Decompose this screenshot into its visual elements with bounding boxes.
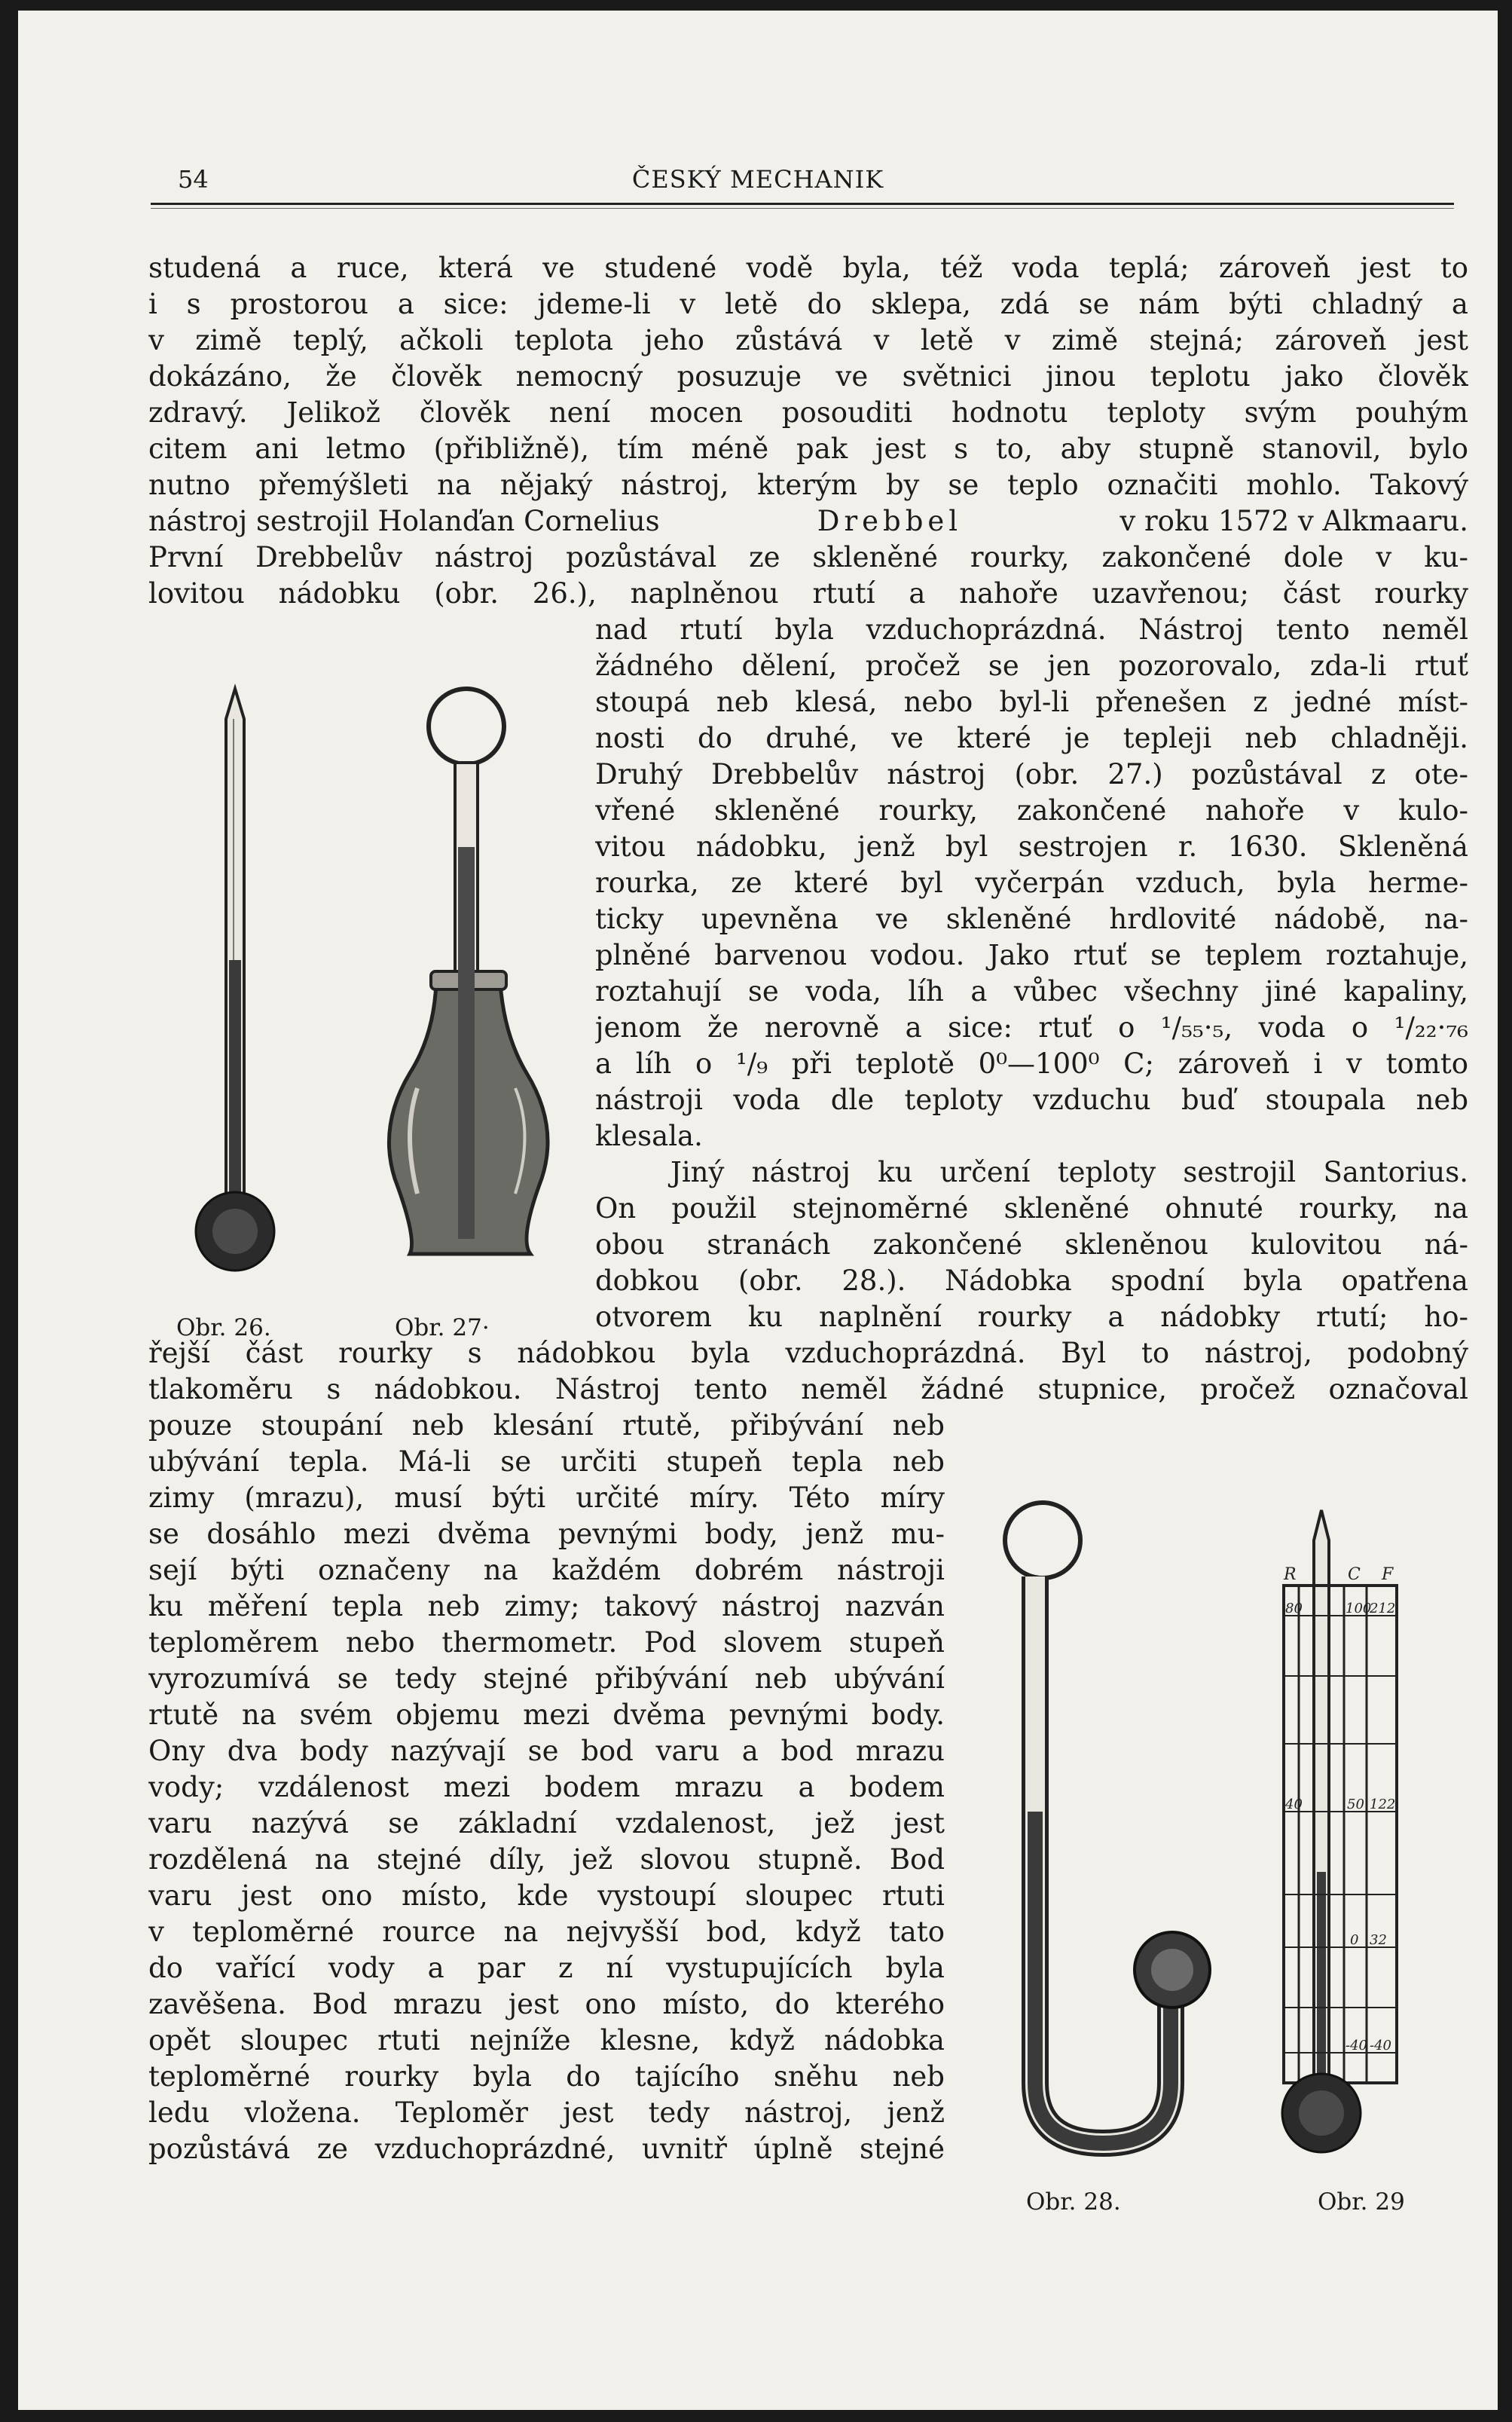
text-line: pozůstává ze vzduchoprázdné, uvnitř úplně stejné — [148, 2133, 945, 2165]
text-line: nosti do druhé, ve které je tepleji neb chladněji. — [595, 722, 1468, 754]
text-line: plněné barvenou vodou. Jako rtuť se teplem roztahuje, — [595, 939, 1468, 971]
text-line: rozdělená na stejné díly, jež slovou stupně. Bod — [148, 1843, 945, 1876]
text-line: do vařící vody a par z ní vystupujících byla — [148, 1952, 945, 1984]
text-line: První Drebbelův nástroj pozůstával ze skleněné rourky, zakončené dole v ku- — [148, 541, 1468, 573]
text-line: rourka, ze které byl vyčerpán vzduch, byla herme- — [595, 867, 1468, 899]
text-line: žádného dělení, pročež se jen pozorovalo, zda-li rtuť — [595, 650, 1468, 682]
text-line: ticky upevněna ve skleněné hrdlovité nádobě, na- — [595, 903, 1468, 935]
text-line: zdravý. Jelikož člověk není mocen posouditi hodnotu teploty svým pouhým — [148, 396, 1468, 429]
text-line: otvorem ku naplnění rourky a nádobky rtutí; ho- — [595, 1301, 1468, 1333]
text-line: i s prostorou a sice: jdeme-li v letě do sklepa, zdá se nám býti chladný a — [148, 288, 1468, 320]
text-line — [148, 2167, 945, 2203]
thermometer-fig26-illustration — [184, 674, 274, 1292]
text-line: a líh o ¹/₉ při teplotě 0⁰—100⁰ C; zároveň i v tomto — [595, 1047, 1468, 1080]
scale-header: C — [1348, 1565, 1361, 1584]
text-line: zavěšena. Bod mrazu jest ono místo, do kterého — [148, 1988, 945, 2020]
page-header — [18, 165, 1498, 200]
text-line: Ony dva body nazývají se bod varu a bod mrazu — [148, 1735, 945, 1767]
figure-caption: Obr. 29 — [1318, 2188, 1405, 2216]
text-fragment: v roku 1572 v Alkmaaru. — [1119, 505, 1468, 537]
scaled-thermometer-fig29-illustration — [1254, 1495, 1434, 2158]
figure-caption: Obr. 28. — [1026, 2188, 1121, 2216]
book-page — [18, 11, 1498, 2410]
text-line: vřené skleněné rourky, zakončené nahoře v kulo- — [595, 794, 1468, 827]
scale-label: 80 — [1285, 1601, 1303, 1616]
text-line: varu nazývá se základní vzdalenost, jež jest — [148, 1807, 945, 1839]
text-line: vyrozumívá se tedy stejné přibývání neb ubývání — [148, 1662, 945, 1695]
scale-label: 40 — [1285, 1797, 1303, 1812]
text-line: sejí býti označeny na každém dobrém nástroji — [148, 1554, 945, 1586]
scale-label: 50 — [1347, 1797, 1364, 1812]
santorius-u-tube-fig28-illustration — [982, 1495, 1239, 2173]
text-line: rtutě na svém objemu mezi dvěma pevnými body. — [148, 1699, 945, 1731]
scale-label: 100 — [1346, 1601, 1372, 1616]
text-line: obou stranách zakončené skleněnou kulovitou ná- — [595, 1228, 1468, 1261]
text-line: ubývání tepla. Má-li se určiti stupeň tepla neb — [148, 1445, 945, 1478]
text-line: Jiný nástroj ku určení teploty sestrojil Santorius. — [670, 1156, 1468, 1188]
text-line: lovitou nádobku (obr. 26.), naplněnou rtutí a nahoře uzavřenou; část rourky — [148, 577, 1468, 610]
spaced-name: Drebbel — [817, 505, 963, 537]
text-line: teploměrem nebo thermometr. Pod slovem stupeň — [148, 1626, 945, 1659]
text-line: opět sloupec rtuti nejníže klesne, když nádobka — [148, 2024, 945, 2057]
text-line: ku měření tepla neb zimy; takový nástroj nazván — [148, 1590, 945, 1622]
text-line: dobkou (obr. 28.). Nádobka spodní byla opatřena — [595, 1265, 1468, 1297]
header-rule-thin — [151, 208, 1454, 209]
header-rule — [151, 203, 1454, 205]
text-line: teploměrné rourky byla do tajícího sněhu neb — [148, 2060, 945, 2093]
scale-label: 212 — [1370, 1601, 1396, 1616]
text-line: vitou nádobku, jenž byl sestrojen r. 1630. Skleněná — [595, 830, 1468, 863]
text-line: citem ani letmo (přibližně), tím méně pak jest s to, aby stupně stanovil, bylo — [148, 433, 1468, 465]
text-line: dokázáno, že člověk nemocný posuzuje ve světnici jinou teplotu jako člověk — [148, 360, 1468, 393]
text-line: zimy (mrazu), musí býti určité míry. Této míry — [148, 1482, 945, 1514]
text-line: pouze stoupání neb klesání rtutě, přibývání neb — [148, 1409, 945, 1442]
text-line: varu jest ono místo, kde vystoupí sloupec rtuti — [148, 1879, 945, 1912]
text-line: On použil stejnoměrné skleněné ohnuté rourky, na — [595, 1192, 1468, 1225]
text-line: tlakoměru s nádobkou. Nástroj tento neměl žádné stupnice, pročež označoval — [148, 1373, 1468, 1405]
text-line: řejší část rourky s nádobkou byla vzduchoprázdná. Byl to nástroj, podobný — [148, 1337, 1468, 1369]
scale-header: R — [1284, 1565, 1297, 1584]
text-line: se dosáhlo mezi dvěma pevnými body, jenž mu- — [148, 1518, 945, 1550]
text-line: nutno přemýšleti na nějaký nástroj, kterým by se teplo označiti mohlo. Takový — [148, 469, 1468, 501]
text-line: v zimě teplý, ačkoli teplota jeho zůstává v letě v zimě stejná; zároveň jest — [148, 324, 1468, 356]
text-line: klesala. — [595, 1120, 703, 1152]
figure-caption: Obr. 26. — [176, 1314, 271, 1341]
scale-label: -40 — [1346, 2038, 1367, 2054]
scale-label: 122 — [1370, 1797, 1396, 1812]
figure-caption: Obr. 27· — [395, 1314, 490, 1341]
text-fragment: nástroj sestrojil Holanďan Cornelius — [148, 505, 660, 537]
scale-label: 32 — [1370, 1932, 1387, 1948]
drebbel-bottle-fig27-illustration — [365, 681, 576, 1299]
text-line: ledu vložena. Teploměr jest tedy nástroj, jenž — [148, 2096, 945, 2129]
text-line: roztahují se voda, líh a vůbec všechny jiné kapaliny, — [595, 975, 1468, 1008]
text-line: studená a ruce, která ve studené vodě byla, též voda teplá; zároveň jest to — [148, 252, 1468, 284]
text-line: Druhý Drebbelův nástroj (obr. 27.) pozůstával z ote- — [595, 758, 1468, 791]
text-line: nad rtutí byla vzduchoprázdná. Nástroj tento neměl — [595, 613, 1468, 646]
text-line: vody; vzdálenost mezi bodem mrazu a bodem — [148, 1771, 945, 1803]
scale-header: F — [1382, 1565, 1394, 1584]
text-line — [148, 503, 1468, 540]
text-line: jenom že nerovně a sice: rtuť o ¹/₅₅·₅, voda o ¹/₂₂·₇₆ — [595, 1011, 1468, 1044]
running-title: ČESKÝ MECHANIK — [631, 165, 884, 194]
page-number: 54 — [178, 165, 209, 194]
scale-label: 0 — [1350, 1932, 1359, 1948]
text-line: nástroji voda dle teploty vzduchu buď stoupala neb — [595, 1084, 1468, 1116]
text-line: stoupá neb klesá, nebo byl-li přenešen z jedné míst- — [595, 686, 1468, 718]
scale-label: -40 — [1370, 2038, 1391, 2054]
text-line: v teploměrné rource na nejvyšší bod, když tato — [148, 1916, 945, 1948]
